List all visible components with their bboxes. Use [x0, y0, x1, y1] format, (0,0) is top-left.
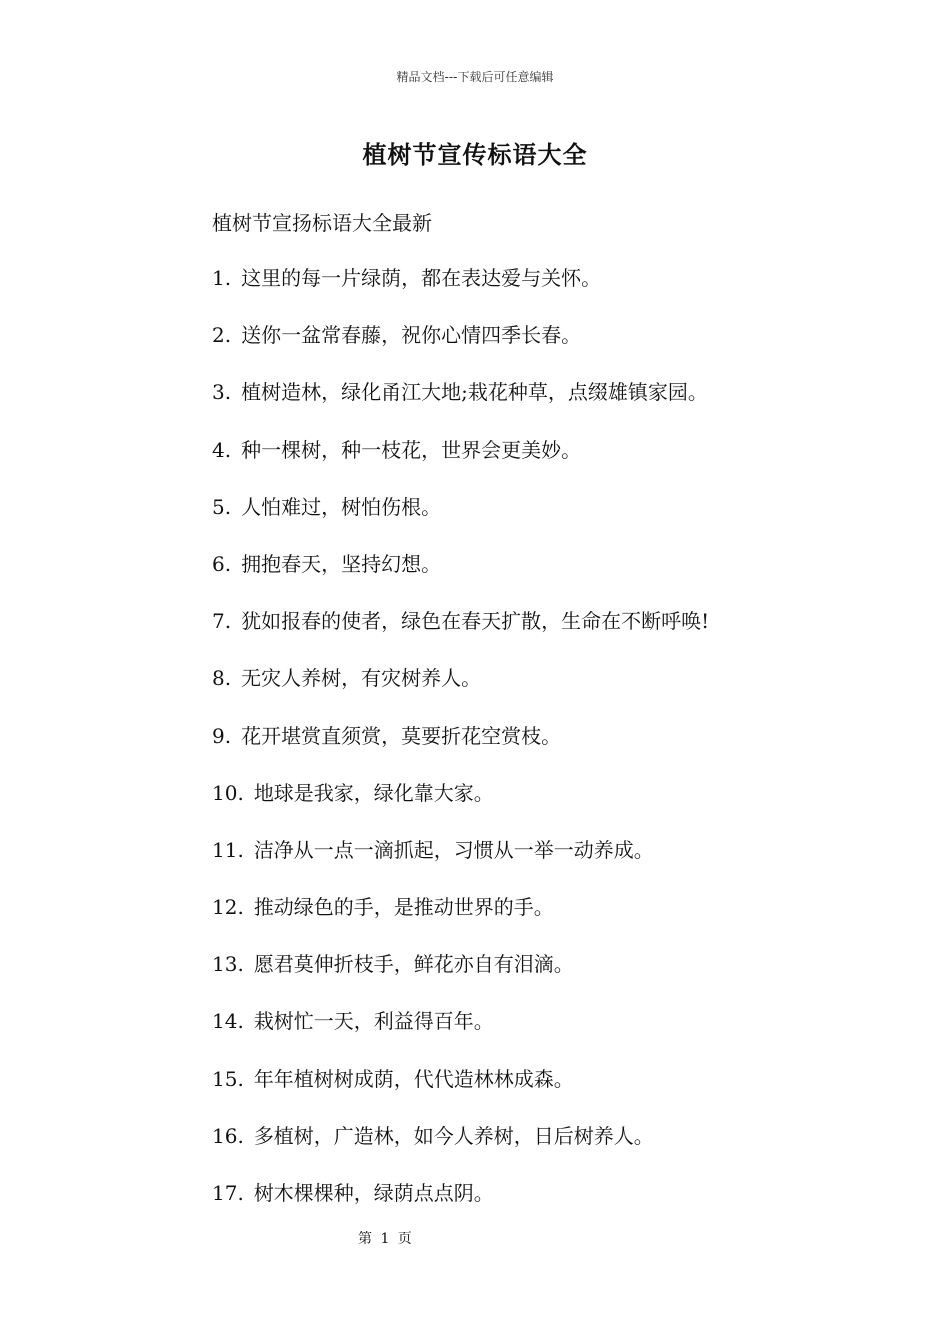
item-number: 13. — [212, 952, 244, 977]
item-number: 17. — [212, 1181, 244, 1205]
list-item — [212, 893, 709, 950]
item-text: 送你一盆常春藤，祝你心情四季长春。 — [241, 323, 582, 348]
item-text: 树木棵棵种，绿荫点点阴。 — [253, 1181, 494, 1205]
item-number: 12. — [212, 895, 244, 920]
list-item — [212, 436, 709, 493]
item-text: 洁净从一点一滴抓起，习惯从一举一动养成。 — [253, 837, 654, 862]
list-item — [212, 264, 709, 321]
item-number: 8. — [212, 666, 232, 691]
item-number: 7. — [212, 609, 232, 634]
item-text: 种一棵树，种一枝花，世界会更美妙。 — [241, 437, 582, 462]
list-item — [212, 1122, 709, 1179]
header-note: 精品文档---下载后可任意编辑 — [396, 70, 554, 84]
item-text: 植树造林，绿化甬江大地;栽花种草，点缀雄镇家园。 — [241, 380, 708, 405]
item-number: 2. — [212, 323, 232, 348]
list-item — [212, 836, 709, 893]
item-text: 人怕难过，树怕伤根。 — [241, 494, 442, 519]
item-number: 10. — [212, 780, 244, 805]
item-number: 11. — [212, 837, 244, 862]
list-item — [212, 950, 709, 1007]
page-number: 第 1 页 — [358, 1231, 412, 1247]
item-number: 16. — [212, 1123, 244, 1148]
item-number: 6. — [212, 551, 232, 576]
list-item — [212, 493, 709, 550]
list-item — [212, 664, 709, 721]
item-text: 拥抱春天，坚持幻想。 — [241, 551, 442, 576]
list-item — [212, 1007, 709, 1064]
item-text: 愿君莫伸折枝手，鲜花亦自有泪滴。 — [253, 952, 574, 977]
list-item — [212, 607, 709, 664]
list-item — [212, 722, 709, 779]
item-number: 3. — [212, 380, 232, 405]
item-number: 9. — [212, 723, 232, 748]
item-number: 15. — [212, 1066, 244, 1091]
list-item — [212, 550, 709, 607]
item-number: 1. — [212, 266, 232, 290]
item-number: 5. — [212, 494, 232, 519]
item-text: 栽树忙一天，利益得百年。 — [253, 1009, 494, 1034]
item-text: 多植树，广造林，如今人养树，日后树养人。 — [253, 1123, 654, 1148]
document-title: 植树节宣传标语大全 — [362, 140, 588, 169]
list-item — [212, 378, 709, 435]
item-text: 地球是我家，绿化靠大家。 — [253, 780, 494, 805]
item-text: 这里的每一片绿荫，都在表达爱与关怀。 — [241, 266, 602, 290]
item-text: 花开堪赏直须赏，莫要折花空赏枝。 — [241, 723, 562, 748]
document-subtitle: 植树节宣扬标语大全最新 — [212, 211, 432, 235]
item-text: 无灾人养树，有灾树养人。 — [241, 666, 482, 691]
item-text: 年年植树树成荫，代代造林林成森。 — [253, 1066, 574, 1091]
item-number: 14. — [212, 1009, 244, 1034]
list-item — [212, 321, 709, 378]
item-text: 犹如报春的使者，绿色在春天扩散，生命在不断呼唤! — [241, 609, 710, 634]
item-text: 推动绿色的手，是推动世界的手。 — [253, 895, 554, 920]
item-number: 4. — [212, 437, 232, 462]
list-item — [212, 779, 709, 836]
list-item — [212, 1179, 709, 1236]
slogan-list — [212, 264, 709, 1236]
list-item — [212, 1065, 709, 1122]
